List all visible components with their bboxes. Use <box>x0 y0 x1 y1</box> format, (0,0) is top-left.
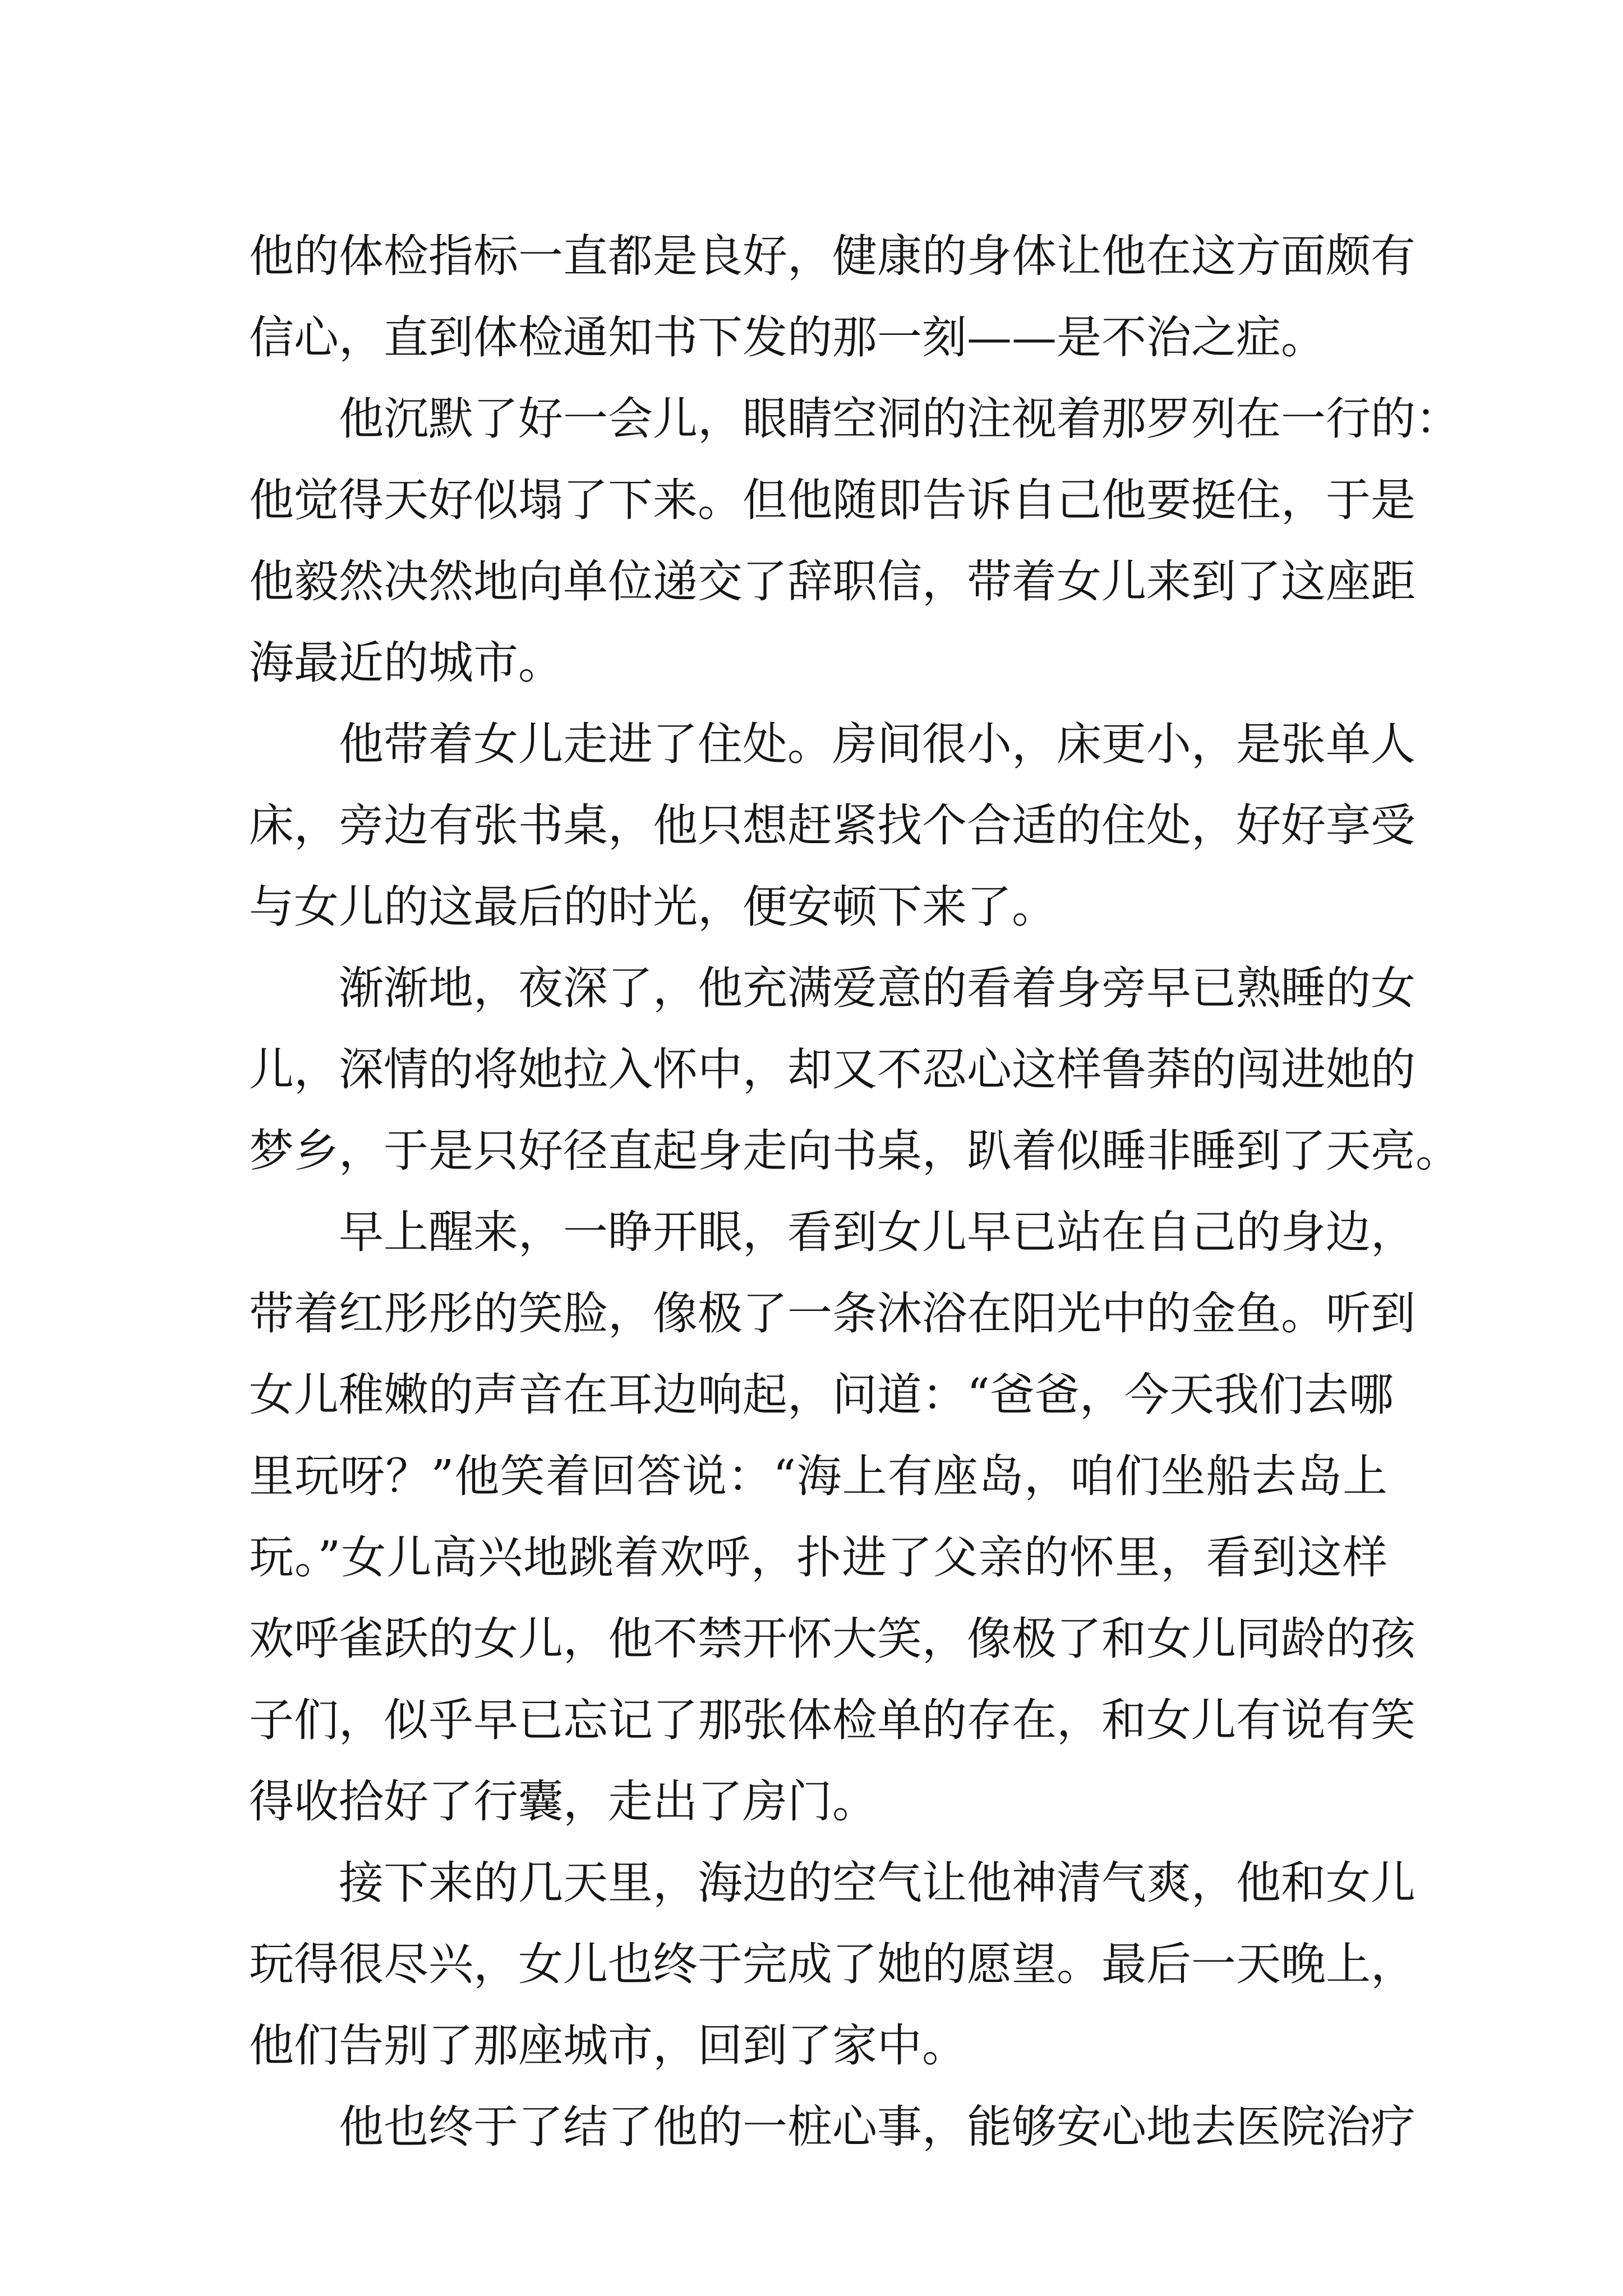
paragraph <box>249 1842 1415 2086</box>
paragraph <box>249 1191 1415 1842</box>
text-line: 渐渐地，夜深了，他充满爱意的看着身旁早已熟睡的女 <box>339 962 1415 1014</box>
text-line: 他带着女儿走进了住处。房间很小，床更小，是张单人 <box>339 718 1415 770</box>
text-line: 玩。”女儿高兴地跳着欢呼，扑进了父亲的怀里，看到这样 <box>249 1531 1387 1584</box>
text-line: 床，旁边有张书桌，他只想赶紧找个合适的住处，好好享受 <box>249 799 1415 852</box>
text-line: 他觉得天好似塌了下来。但他随即告诉自己他要挺住，于是 <box>249 474 1415 526</box>
text-line: 信心，直到体检通知书下发的那一刻——是不治之症。 <box>249 311 1326 364</box>
text-line: 子们，似乎早已忘记了那张体检单的存在，和女儿有说有笑 <box>249 1694 1415 1746</box>
text-line: 欢呼雀跃的女儿，他不禁开怀大笑，像极了和女儿同龄的孩 <box>249 1613 1415 1665</box>
paragraph <box>249 215 1415 378</box>
text-line: 女儿稚嫩的声音在耳边响起，问道：“爸爸，今天我们去哪 <box>249 1369 1394 1421</box>
text-line: 他们告别了那座城市，回到了家中。 <box>249 2019 967 2072</box>
paragraph <box>249 947 1460 1191</box>
body-text <box>249 215 1460 2168</box>
text-line: 与女儿的这最后的时光，便安顿下来了。 <box>249 881 1057 933</box>
text-line: 他毅然决然地向单位递交了辞职信，带着女儿来到了这座距 <box>249 555 1415 608</box>
text-line: 他也终于了结了他的一桩心事，能够安心地去医院治疗 <box>339 2101 1415 2153</box>
text-line: 带着红彤彤的笑脸，像极了一条沐浴在阳光中的金鱼。听到 <box>249 1287 1415 1340</box>
paragraph <box>249 2086 1415 2168</box>
text-line: 梦乡，于是只好径直起身走向书桌，趴着似睡非睡到了天亮。 <box>249 1125 1460 1177</box>
text-line: 海最近的城市。 <box>249 637 563 689</box>
text-line: 里玩呀？”他笑着回答说：“海上有座岛，咱们坐船去岛上 <box>249 1450 1387 1502</box>
text-line: 儿，深情的将她拉入怀中，却又不忍心这样鲁莽的闯进她的 <box>249 1043 1415 1096</box>
text-line: 接下来的几天里，海边的空气让他神清气爽，他和女儿 <box>339 1857 1415 1909</box>
text-line: 玩得很尽兴，女儿也终于完成了她的愿望。最后一天晚上， <box>249 1938 1415 1990</box>
text-line: 他沉默了好一会儿，眼睛空洞的注视着那罗列在一行的： <box>339 393 1460 445</box>
text-line: 早上醒来，一睁开眼，看到女儿早已站在自己的身边， <box>339 1206 1415 1258</box>
text-line: 他的体检指标一直都是良好，健康的身体让他在这方面颇有 <box>249 230 1415 282</box>
paragraph <box>249 703 1415 947</box>
paragraph <box>249 378 1460 703</box>
text-line: 得收拾好了行囊，走出了房门。 <box>249 1775 877 1828</box>
